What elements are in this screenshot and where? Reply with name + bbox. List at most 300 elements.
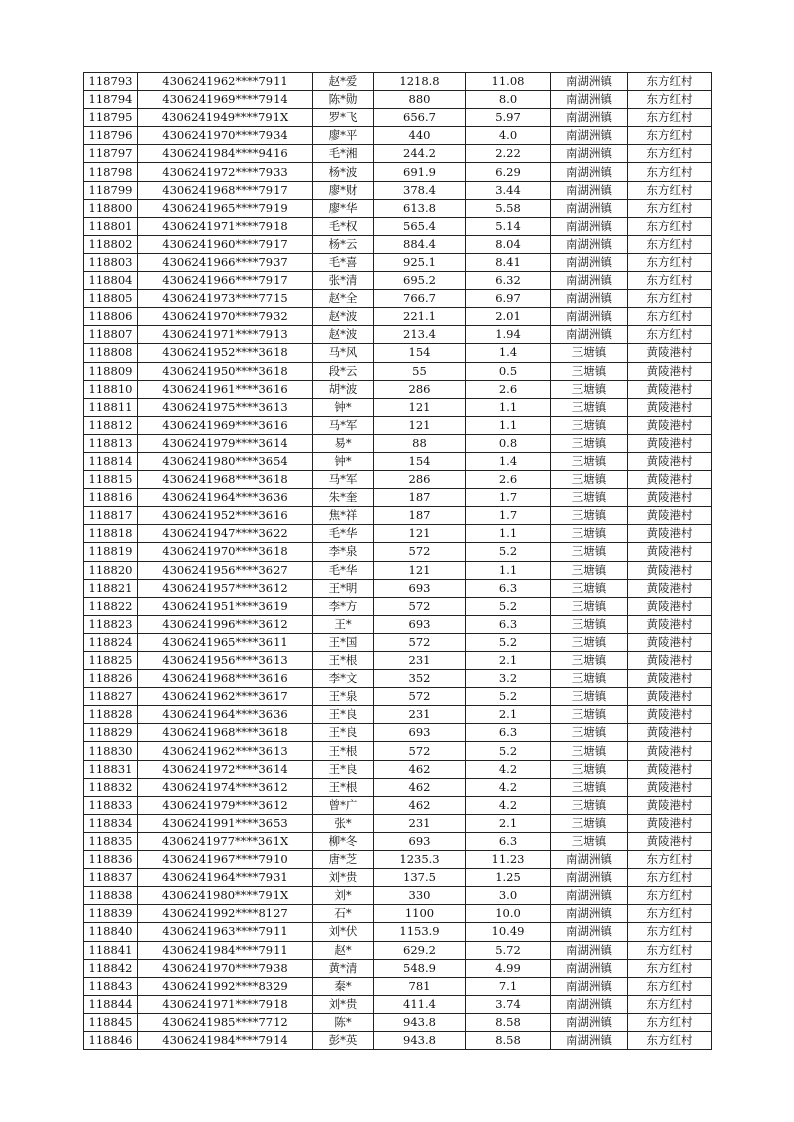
amount-cell: 286 <box>374 380 466 398</box>
village-cell: 东方红村 <box>628 308 712 326</box>
record-number-cell: 118804 <box>84 272 138 290</box>
village-cell: 黄陵港村 <box>628 525 712 543</box>
town-cell: 南湖洲镇 <box>551 1031 628 1049</box>
town-cell: 南湖洲镇 <box>551 326 628 344</box>
name-cell: 陈*勋 <box>313 91 374 109</box>
record-number-cell: 118811 <box>84 398 138 416</box>
amount-cell: 943.8 <box>374 1013 466 1031</box>
amount-cell: 187 <box>374 507 466 525</box>
town-cell: 南湖洲镇 <box>551 253 628 271</box>
amount-cell: 925.1 <box>374 253 466 271</box>
quantity-cell: 3.0 <box>466 887 551 905</box>
quantity-cell: 6.29 <box>466 163 551 181</box>
amount-cell: 231 <box>374 652 466 670</box>
id-number-cell: 4306241956****3613 <box>138 652 313 670</box>
town-cell: 南湖洲镇 <box>551 217 628 235</box>
id-number-cell: 4306241979****3614 <box>138 434 313 452</box>
amount-cell: 1153.9 <box>374 923 466 941</box>
name-cell: 廖*平 <box>313 127 374 145</box>
quantity-cell: 8.41 <box>466 253 551 271</box>
name-cell: 段*云 <box>313 362 374 380</box>
table-row <box>84 959 712 977</box>
name-cell: 钟* <box>313 398 374 416</box>
amount-cell: 766.7 <box>374 290 466 308</box>
record-number-cell: 118822 <box>84 597 138 615</box>
record-number-cell: 118821 <box>84 579 138 597</box>
quantity-cell: 8.0 <box>466 91 551 109</box>
id-number-cell: 4306241947****3622 <box>138 525 313 543</box>
village-cell: 黄陵港村 <box>628 579 712 597</box>
table-row <box>84 73 712 91</box>
village-cell: 黄陵港村 <box>628 688 712 706</box>
id-number-cell: 4306241952****3618 <box>138 344 313 362</box>
record-number-cell: 118839 <box>84 905 138 923</box>
quantity-cell: 1.7 <box>466 489 551 507</box>
table-row <box>84 127 712 145</box>
village-cell: 东方红村 <box>628 995 712 1013</box>
village-cell: 黄陵港村 <box>628 561 712 579</box>
name-cell: 胡*波 <box>313 380 374 398</box>
village-cell: 黄陵港村 <box>628 670 712 688</box>
quantity-cell: 8.04 <box>466 235 551 253</box>
table-row <box>84 923 712 941</box>
quantity-cell: 3.74 <box>466 995 551 1013</box>
quantity-cell: 2.01 <box>466 308 551 326</box>
table-row <box>84 670 712 688</box>
quantity-cell: 8.58 <box>466 1031 551 1049</box>
village-cell: 东方红村 <box>628 127 712 145</box>
record-number-cell: 118827 <box>84 688 138 706</box>
village-cell: 黄陵港村 <box>628 434 712 452</box>
town-cell: 南湖洲镇 <box>551 887 628 905</box>
name-cell: 杨*云 <box>313 235 374 253</box>
table-row <box>84 145 712 163</box>
id-number-cell: 4306241971****7918 <box>138 995 313 1013</box>
table-row <box>84 742 712 760</box>
quantity-cell: 5.2 <box>466 633 551 651</box>
id-number-cell: 4306241962****3613 <box>138 742 313 760</box>
quantity-cell: 6.3 <box>466 615 551 633</box>
name-cell: 廖*华 <box>313 199 374 217</box>
table-row <box>84 199 712 217</box>
table-row <box>84 290 712 308</box>
village-cell: 黄陵港村 <box>628 814 712 832</box>
record-number-cell: 118806 <box>84 308 138 326</box>
amount-cell: 565.4 <box>374 217 466 235</box>
quantity-cell: 2.6 <box>466 471 551 489</box>
village-cell: 黄陵港村 <box>628 398 712 416</box>
record-number-cell: 118800 <box>84 199 138 217</box>
amount-cell: 187 <box>374 489 466 507</box>
table-row <box>84 941 712 959</box>
id-number-cell: 4306241952****3616 <box>138 507 313 525</box>
town-cell: 三塘镇 <box>551 760 628 778</box>
amount-cell: 121 <box>374 398 466 416</box>
id-number-cell: 4306241974****3612 <box>138 778 313 796</box>
table-row <box>84 507 712 525</box>
village-cell: 东方红村 <box>628 1013 712 1031</box>
name-cell: 毛*喜 <box>313 253 374 271</box>
town-cell: 南湖洲镇 <box>551 91 628 109</box>
quantity-cell: 8.58 <box>466 1013 551 1031</box>
village-cell: 东方红村 <box>628 91 712 109</box>
id-number-cell: 4306241968****3618 <box>138 471 313 489</box>
name-cell: 王*根 <box>313 742 374 760</box>
name-cell: 毛*华 <box>313 525 374 543</box>
table-row <box>84 308 712 326</box>
town-cell: 南湖洲镇 <box>551 941 628 959</box>
record-number-cell: 118793 <box>84 73 138 91</box>
id-number-cell: 4306241949****791X <box>138 109 313 127</box>
name-cell: 赵*全 <box>313 290 374 308</box>
name-cell: 黄*清 <box>313 959 374 977</box>
quantity-cell: 3.2 <box>466 670 551 688</box>
amount-cell: 572 <box>374 688 466 706</box>
id-number-cell: 4306241965****3611 <box>138 633 313 651</box>
id-number-cell: 4306241971****7918 <box>138 217 313 235</box>
record-number-cell: 118834 <box>84 814 138 832</box>
id-number-cell: 4306241991****3653 <box>138 814 313 832</box>
record-number-cell: 118833 <box>84 796 138 814</box>
amount-cell: 55 <box>374 362 466 380</box>
quantity-cell: 2.1 <box>466 706 551 724</box>
village-cell: 黄陵港村 <box>628 380 712 398</box>
amount-cell: 231 <box>374 814 466 832</box>
name-cell: 钟* <box>313 452 374 470</box>
name-cell: 刘*贵 <box>313 869 374 887</box>
village-cell: 黄陵港村 <box>628 742 712 760</box>
town-cell: 三塘镇 <box>551 706 628 724</box>
id-number-cell: 4306241968****3616 <box>138 670 313 688</box>
quantity-cell: 1.94 <box>466 326 551 344</box>
name-cell: 赵*波 <box>313 308 374 326</box>
id-number-cell: 4306241956****3627 <box>138 561 313 579</box>
table-row <box>84 1013 712 1031</box>
quantity-cell: 1.25 <box>466 869 551 887</box>
table-row <box>84 398 712 416</box>
id-number-cell: 4306241970****7932 <box>138 308 313 326</box>
quantity-cell: 4.2 <box>466 778 551 796</box>
name-cell: 马*军 <box>313 471 374 489</box>
id-number-cell: 4306241951****3619 <box>138 597 313 615</box>
name-cell: 赵*波 <box>313 326 374 344</box>
amount-cell: 629.2 <box>374 941 466 959</box>
quantity-cell: 5.97 <box>466 109 551 127</box>
table-row <box>84 851 712 869</box>
record-number-cell: 118841 <box>84 941 138 959</box>
id-number-cell: 4306241985****7712 <box>138 1013 313 1031</box>
amount-cell: 1235.3 <box>374 851 466 869</box>
table-row <box>84 977 712 995</box>
town-cell: 三塘镇 <box>551 489 628 507</box>
amount-cell: 548.9 <box>374 959 466 977</box>
town-cell: 南湖洲镇 <box>551 290 628 308</box>
name-cell: 王*良 <box>313 724 374 742</box>
town-cell: 三塘镇 <box>551 670 628 688</box>
name-cell: 王* <box>313 615 374 633</box>
table-row <box>84 652 712 670</box>
name-cell: 柳*冬 <box>313 832 374 850</box>
record-number-cell: 118844 <box>84 995 138 1013</box>
town-cell: 三塘镇 <box>551 597 628 615</box>
table-row <box>84 887 712 905</box>
table-row <box>84 724 712 742</box>
quantity-cell: 5.58 <box>466 199 551 217</box>
village-cell: 黄陵港村 <box>628 597 712 615</box>
record-number-cell: 118815 <box>84 471 138 489</box>
quantity-cell: 1.4 <box>466 452 551 470</box>
village-cell: 东方红村 <box>628 73 712 91</box>
name-cell: 陈* <box>313 1013 374 1031</box>
table-row <box>84 615 712 633</box>
village-cell: 黄陵港村 <box>628 652 712 670</box>
town-cell: 三塘镇 <box>551 471 628 489</box>
record-number-cell: 118796 <box>84 127 138 145</box>
town-cell: 三塘镇 <box>551 652 628 670</box>
quantity-cell: 5.2 <box>466 597 551 615</box>
id-number-cell: 4306241961****3616 <box>138 380 313 398</box>
town-cell: 三塘镇 <box>551 543 628 561</box>
village-cell: 黄陵港村 <box>628 760 712 778</box>
village-cell: 黄陵港村 <box>628 832 712 850</box>
village-cell: 东方红村 <box>628 199 712 217</box>
name-cell: 石* <box>313 905 374 923</box>
name-cell: 李*方 <box>313 597 374 615</box>
town-cell: 南湖洲镇 <box>551 181 628 199</box>
id-number-cell: 4306241984****9416 <box>138 145 313 163</box>
amount-cell: 221.1 <box>374 308 466 326</box>
amount-cell: 943.8 <box>374 1031 466 1049</box>
amount-cell: 693 <box>374 579 466 597</box>
name-cell: 彭*英 <box>313 1031 374 1049</box>
town-cell: 南湖洲镇 <box>551 145 628 163</box>
quantity-cell: 6.97 <box>466 290 551 308</box>
table-row <box>84 235 712 253</box>
table-row <box>84 344 712 362</box>
name-cell: 秦* <box>313 977 374 995</box>
name-cell: 曾*广 <box>313 796 374 814</box>
town-cell: 南湖洲镇 <box>551 995 628 1013</box>
village-cell: 东方红村 <box>628 272 712 290</box>
id-number-cell: 4306241965****7919 <box>138 199 313 217</box>
town-cell: 三塘镇 <box>551 434 628 452</box>
village-cell: 东方红村 <box>628 109 712 127</box>
quantity-cell: 10.49 <box>466 923 551 941</box>
amount-cell: 656.7 <box>374 109 466 127</box>
name-cell: 张*清 <box>313 272 374 290</box>
id-number-cell: 4306241971****7913 <box>138 326 313 344</box>
quantity-cell: 10.0 <box>466 905 551 923</box>
amount-cell: 1100 <box>374 905 466 923</box>
quantity-cell: 4.2 <box>466 760 551 778</box>
record-number-cell: 118808 <box>84 344 138 362</box>
table-row <box>84 561 712 579</box>
table-row <box>84 706 712 724</box>
table-row <box>84 217 712 235</box>
town-cell: 南湖洲镇 <box>551 923 628 941</box>
village-cell: 黄陵港村 <box>628 489 712 507</box>
town-cell: 三塘镇 <box>551 615 628 633</box>
town-cell: 南湖洲镇 <box>551 272 628 290</box>
amount-cell: 462 <box>374 796 466 814</box>
id-number-cell: 4306241984****7911 <box>138 941 313 959</box>
id-number-cell: 4306241979****3612 <box>138 796 313 814</box>
records-table <box>83 72 712 1050</box>
table-row <box>84 814 712 832</box>
table-row <box>84 380 712 398</box>
record-number-cell: 118823 <box>84 615 138 633</box>
record-number-cell: 118836 <box>84 851 138 869</box>
village-cell: 黄陵港村 <box>628 706 712 724</box>
quantity-cell: 0.5 <box>466 362 551 380</box>
record-number-cell: 118801 <box>84 217 138 235</box>
name-cell: 王*良 <box>313 760 374 778</box>
village-cell: 黄陵港村 <box>628 796 712 814</box>
quantity-cell: 6.32 <box>466 272 551 290</box>
quantity-cell: 5.2 <box>466 742 551 760</box>
id-number-cell: 4306241962****7911 <box>138 73 313 91</box>
record-number-cell: 118819 <box>84 543 138 561</box>
id-number-cell: 4306241977****361X <box>138 832 313 850</box>
name-cell: 廖*财 <box>313 181 374 199</box>
town-cell: 南湖洲镇 <box>551 235 628 253</box>
quantity-cell: 2.1 <box>466 814 551 832</box>
quantity-cell: 1.1 <box>466 561 551 579</box>
town-cell: 三塘镇 <box>551 832 628 850</box>
quantity-cell: 5.2 <box>466 688 551 706</box>
town-cell: 三塘镇 <box>551 778 628 796</box>
amount-cell: 693 <box>374 724 466 742</box>
records-table-body <box>84 73 712 1050</box>
amount-cell: 378.4 <box>374 181 466 199</box>
village-cell: 黄陵港村 <box>628 416 712 434</box>
id-number-cell: 4306241964****3636 <box>138 706 313 724</box>
table-row <box>84 181 712 199</box>
village-cell: 东方红村 <box>628 905 712 923</box>
quantity-cell: 3.44 <box>466 181 551 199</box>
table-row <box>84 905 712 923</box>
record-number-cell: 118824 <box>84 633 138 651</box>
town-cell: 三塘镇 <box>551 416 628 434</box>
town-cell: 南湖洲镇 <box>551 851 628 869</box>
record-number-cell: 118829 <box>84 724 138 742</box>
amount-cell: 411.4 <box>374 995 466 1013</box>
amount-cell: 884.4 <box>374 235 466 253</box>
amount-cell: 572 <box>374 597 466 615</box>
table-row <box>84 832 712 850</box>
id-number-cell: 4306241972****3614 <box>138 760 313 778</box>
town-cell: 南湖洲镇 <box>551 199 628 217</box>
amount-cell: 88 <box>374 434 466 452</box>
id-number-cell: 4306241975****3613 <box>138 398 313 416</box>
table-row <box>84 253 712 271</box>
quantity-cell: 5.2 <box>466 543 551 561</box>
town-cell: 三塘镇 <box>551 579 628 597</box>
quantity-cell: 6.3 <box>466 832 551 850</box>
amount-cell: 462 <box>374 760 466 778</box>
id-number-cell: 4306241967****7910 <box>138 851 313 869</box>
town-cell: 南湖洲镇 <box>551 308 628 326</box>
amount-cell: 572 <box>374 742 466 760</box>
id-number-cell: 4306241973****7715 <box>138 290 313 308</box>
town-cell: 南湖洲镇 <box>551 109 628 127</box>
id-number-cell: 4306241968****7917 <box>138 181 313 199</box>
village-cell: 东方红村 <box>628 941 712 959</box>
id-number-cell: 4306241969****7914 <box>138 91 313 109</box>
table-row <box>84 995 712 1013</box>
village-cell: 黄陵港村 <box>628 452 712 470</box>
town-cell: 三塘镇 <box>551 742 628 760</box>
quantity-cell: 11.08 <box>466 73 551 91</box>
record-number-cell: 118838 <box>84 887 138 905</box>
name-cell: 易* <box>313 434 374 452</box>
village-cell: 东方红村 <box>628 887 712 905</box>
name-cell: 毛*湘 <box>313 145 374 163</box>
village-cell: 黄陵港村 <box>628 471 712 489</box>
village-cell: 东方红村 <box>628 977 712 995</box>
record-number-cell: 118818 <box>84 525 138 543</box>
town-cell: 三塘镇 <box>551 724 628 742</box>
record-number-cell: 118831 <box>84 760 138 778</box>
table-row <box>84 778 712 796</box>
village-cell: 黄陵港村 <box>628 724 712 742</box>
amount-cell: 613.8 <box>374 199 466 217</box>
table-row <box>84 362 712 380</box>
name-cell: 王*国 <box>313 633 374 651</box>
id-number-cell: 4306241970****7938 <box>138 959 313 977</box>
id-number-cell: 4306241992****8329 <box>138 977 313 995</box>
record-number-cell: 118817 <box>84 507 138 525</box>
table-row <box>84 109 712 127</box>
table-row <box>84 272 712 290</box>
town-cell: 三塘镇 <box>551 362 628 380</box>
town-cell: 三塘镇 <box>551 452 628 470</box>
table-row <box>84 326 712 344</box>
record-number-cell: 118826 <box>84 670 138 688</box>
village-cell: 东方红村 <box>628 217 712 235</box>
name-cell: 王*根 <box>313 652 374 670</box>
amount-cell: 286 <box>374 471 466 489</box>
amount-cell: 572 <box>374 633 466 651</box>
id-number-cell: 4306241966****7937 <box>138 253 313 271</box>
quantity-cell: 1.1 <box>466 416 551 434</box>
table-row <box>84 91 712 109</box>
quantity-cell: 1.1 <box>466 398 551 416</box>
name-cell: 刘*贵 <box>313 995 374 1013</box>
table-row <box>84 579 712 597</box>
record-number-cell: 118832 <box>84 778 138 796</box>
quantity-cell: 4.99 <box>466 959 551 977</box>
quantity-cell: 1.1 <box>466 525 551 543</box>
table-row <box>84 471 712 489</box>
quantity-cell: 11.23 <box>466 851 551 869</box>
quantity-cell: 6.3 <box>466 579 551 597</box>
town-cell: 南湖洲镇 <box>551 73 628 91</box>
amount-cell: 695.2 <box>374 272 466 290</box>
quantity-cell: 2.1 <box>466 652 551 670</box>
name-cell: 朱*奎 <box>313 489 374 507</box>
record-number-cell: 118814 <box>84 452 138 470</box>
name-cell: 赵* <box>313 941 374 959</box>
amount-cell: 154 <box>374 452 466 470</box>
table-row <box>84 1031 712 1049</box>
name-cell: 唐*芝 <box>313 851 374 869</box>
table-row <box>84 543 712 561</box>
name-cell: 刘* <box>313 887 374 905</box>
table-row <box>84 525 712 543</box>
record-number-cell: 118828 <box>84 706 138 724</box>
village-cell: 东方红村 <box>628 163 712 181</box>
